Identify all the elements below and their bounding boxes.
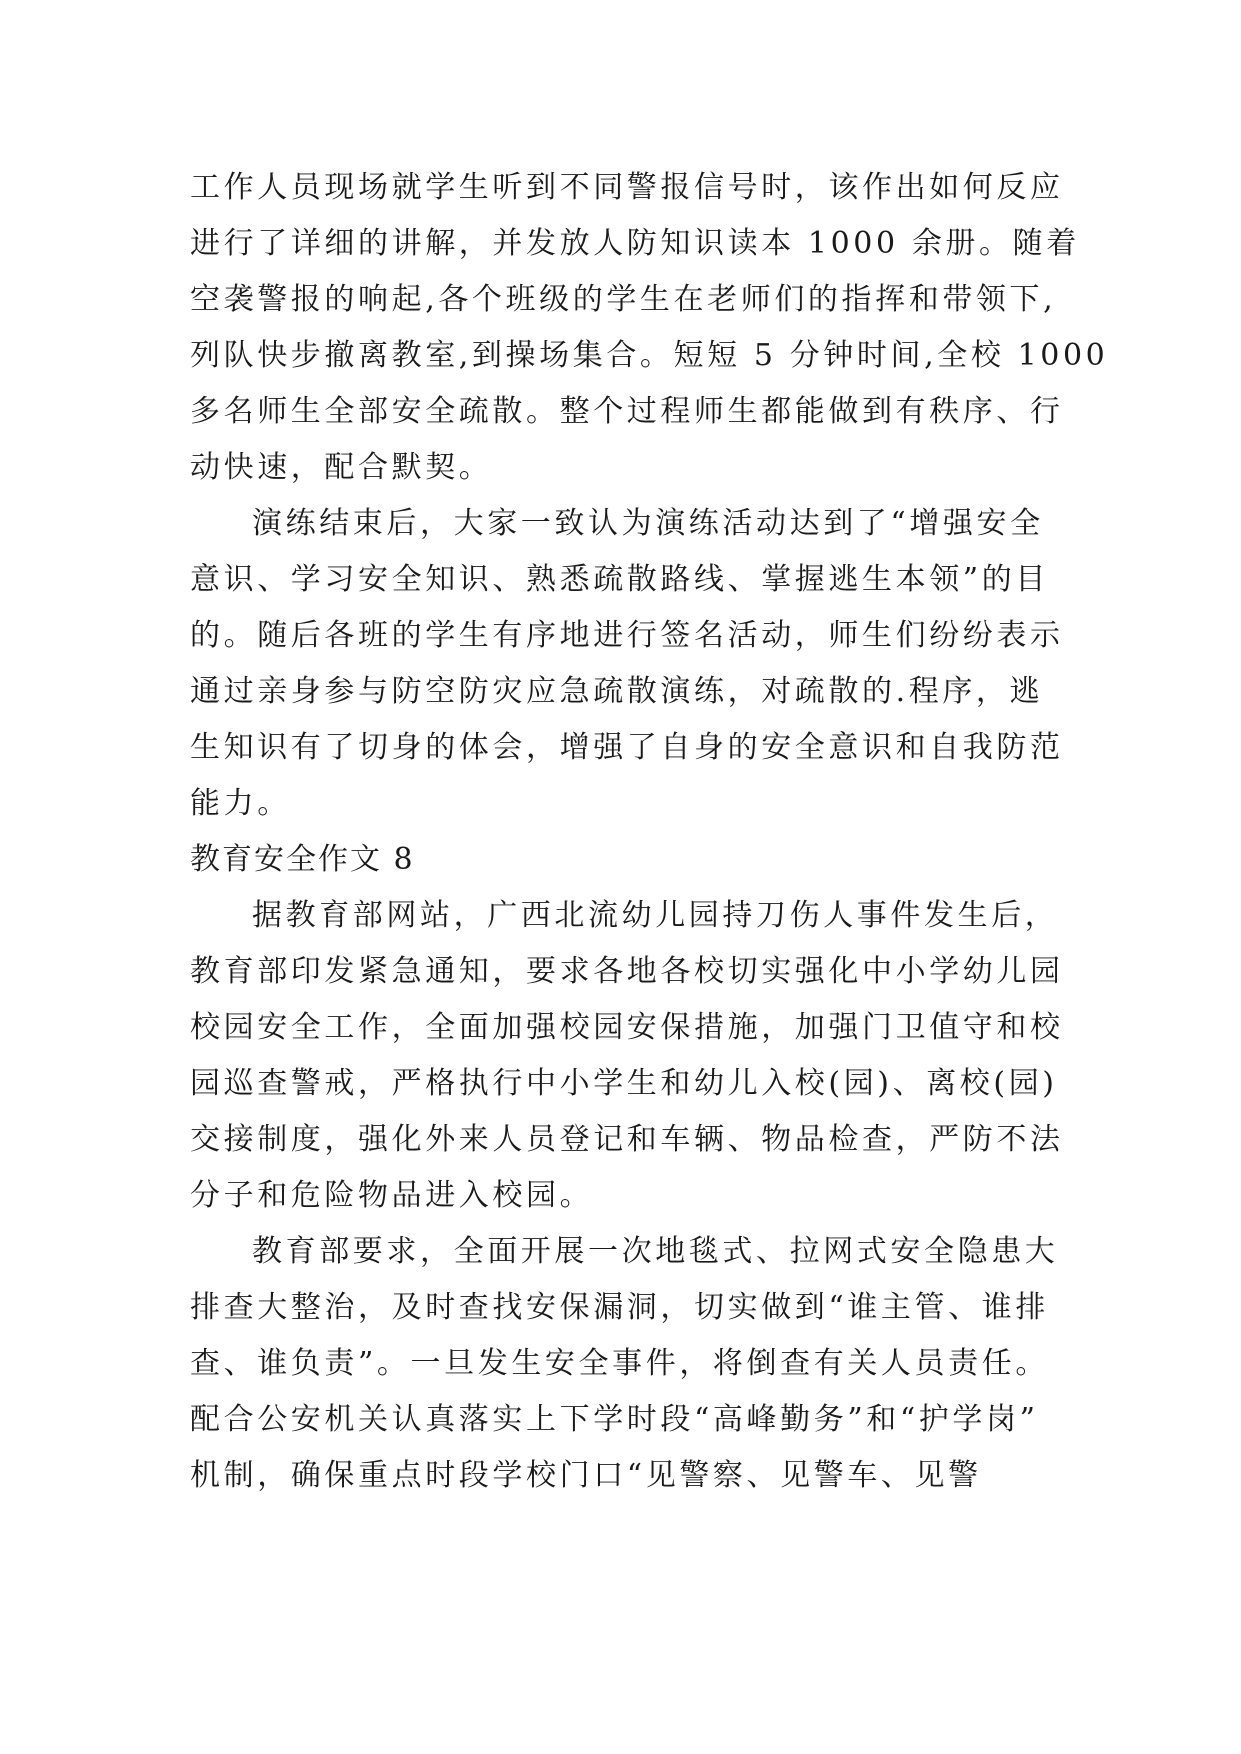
text-line: 查、谁负责”。一旦发生安全事件，将倒查有关人员责任。 — [190, 1346, 1049, 1381]
text-line: 交接制度，强化外来人员登记和车辆、物品检查，严防不法 — [190, 1122, 1064, 1157]
text-line: 机制，确保重点时段学校门口“见警察、见警车、见警 — [190, 1458, 982, 1493]
text-line: 分子和危险物品进入校园。 — [190, 1178, 594, 1213]
text-line: 校园安全工作，全面加强校园安保措施，加强门卫值守和校 — [190, 1010, 1064, 1045]
text-line: 排查大整治，及时查找安保漏洞，切实做到“谁主管、谁排 — [190, 1290, 1049, 1325]
text-line: 进行了详细的讲解，并发放人防知识读本 1000 余册。随着 — [190, 226, 1080, 261]
document-body — [190, 160, 1109, 1504]
section-heading: 教育安全作文 8 — [190, 842, 415, 877]
text-line: 园巡查警戒，严格执行中小学生和幼儿入校(园)、离校(园) — [190, 1066, 1058, 1101]
text-line: 工作人员现场就学生听到不同警报信号时，该作出如何反应 — [190, 170, 1064, 205]
paragraph-start-line: 教育部要求，全面开展一次地毯式、拉网式安全隐患大 — [252, 1234, 1059, 1269]
text-line: 的。随后各班的学生有序地进行签名活动，师生们纷纷表示 — [190, 618, 1064, 653]
text-line: 多名师生全部安全疏散。整个过程师生都能做到有秩序、行 — [190, 394, 1064, 429]
text-line: 列队快步撤离教室,到操场集合。短短 5 分钟时间,全校 1000 — [190, 338, 1109, 373]
paragraph-start-line: 演练结束后，大家一致认为演练活动达到了“增强安全 — [252, 506, 1044, 541]
text-line: 通过亲身参与防空防灾应急疏散演练，对疏散的.程序，逃 — [190, 674, 1044, 709]
text-line: 空袭警报的响起,各个班级的学生在老师们的指挥和带领下, — [190, 282, 1057, 317]
paragraph-start-line: 据教育部网站，广西北流幼儿园持刀伤人事件发生后， — [252, 898, 1059, 933]
text-line: 能力。 — [190, 786, 291, 821]
text-line: 意识、学习安全知识、熟悉疏散路线、掌握逃生本领”的目 — [190, 562, 1049, 597]
text-line: 生知识有了切身的体会，增强了自身的安全意识和自我防范 — [190, 730, 1064, 765]
text-line: 动快速，配合默契。 — [190, 450, 493, 485]
text-line: 配合公安机关认真落实上下学时段“高峰勤务”和“护学岗” — [190, 1402, 1039, 1437]
text-line: 教育部印发紧急通知，要求各地各校切实强化中小学幼儿园 — [190, 954, 1064, 989]
